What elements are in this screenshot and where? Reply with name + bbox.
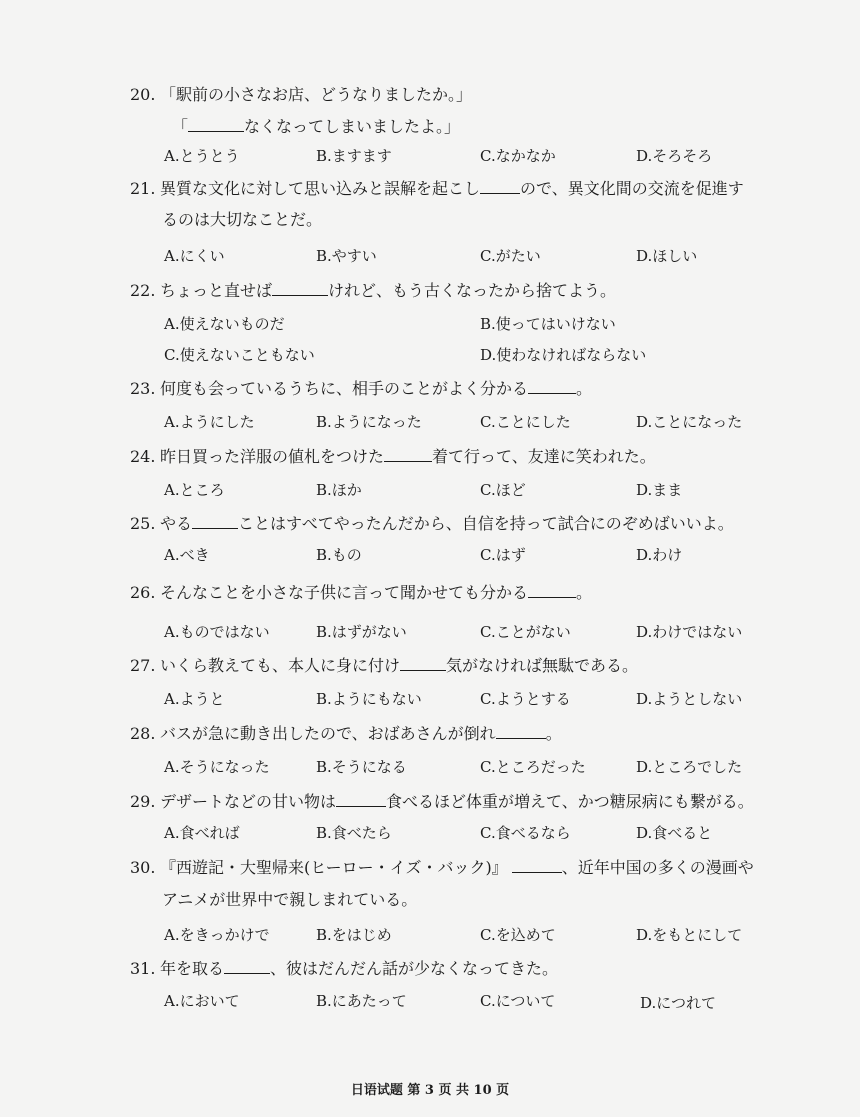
- question-number: 22.: [130, 281, 156, 300]
- option-c: C.について: [480, 992, 556, 1010]
- question-text: 異質な文化に対して思い込みと誤解を起こし: [160, 179, 481, 198]
- option-a: A.使えないものだ: [164, 315, 285, 333]
- option-d: D.につれて: [640, 994, 716, 1012]
- question-text: 着て行って、友達に笑われた。: [432, 447, 656, 466]
- question-text: 『西遊記・大聖帰来(ヒーロー・イズ・バック)』: [160, 858, 508, 877]
- option-d: D.ことになった: [636, 413, 743, 431]
- answer-blank: [224, 959, 270, 974]
- option-b: B.はずがない: [316, 623, 407, 641]
- question-28: [130, 723, 562, 745]
- option-a: A.をきっかけで: [164, 926, 270, 944]
- page-footer: 日语试题 第 3 页 共 10 页: [350, 1083, 510, 1098]
- question-27: [130, 655, 638, 677]
- answer-blank: [336, 792, 386, 807]
- option-d: D.食べると: [636, 824, 713, 842]
- option-d: D.わけではない: [636, 623, 743, 641]
- question-number: 24.: [130, 447, 156, 466]
- question-text: 年を取る: [160, 959, 225, 978]
- question-number: 29.: [130, 792, 156, 811]
- question-20-line2: [172, 116, 460, 138]
- option-a: A.ところ: [164, 481, 225, 499]
- question-text: やる: [160, 514, 193, 533]
- option-b: B.食べたら: [316, 824, 392, 842]
- option-c: C.ところだった: [480, 758, 586, 776]
- option-a: A.食べれば: [164, 824, 240, 842]
- option-a: A.べき: [164, 546, 210, 564]
- option-d: D.ところでした: [636, 758, 743, 776]
- question-number: 30.: [130, 858, 156, 877]
- question-text: なくなってしまいましたよ。」: [244, 117, 461, 136]
- question-24: [130, 446, 656, 468]
- option-a: A.とうとう: [164, 147, 240, 165]
- question-text: 、近年中国の多くの漫画や: [561, 858, 754, 877]
- question-20: [130, 84, 472, 106]
- question-text: けれど、もう古くなったから捨てよう。: [328, 281, 617, 300]
- option-b: B.ようになった: [316, 413, 422, 431]
- option-c: C.使えないこともない: [164, 346, 315, 364]
- option-d: D.をもとにして: [636, 926, 743, 944]
- option-d: D.わけ: [636, 546, 683, 564]
- answer-blank: [192, 514, 238, 529]
- option-a: A.ようにした: [164, 413, 255, 431]
- question-number: 27.: [130, 656, 156, 675]
- question-text: 何度も会っているうちに、相手のことがよく分かる: [160, 379, 529, 398]
- answer-blank: [400, 656, 446, 671]
- option-a: A.にくい: [164, 247, 225, 265]
- question-number: 21.: [130, 179, 156, 198]
- question-text: デザートなどの甘い物は: [160, 792, 337, 811]
- question-text: いくら教えても、本人に身に付け: [160, 656, 401, 675]
- option-a: A.そうになった: [164, 758, 270, 776]
- option-b: B.使ってはいけない: [480, 315, 616, 333]
- question-text: 昨日買った洋服の値札をつけた: [160, 447, 385, 466]
- question-21: [130, 178, 744, 200]
- option-c: C.ようとする: [480, 690, 571, 708]
- answer-blank: [496, 724, 546, 739]
- question-text: 。: [576, 583, 593, 602]
- option-c: C.ことがない: [480, 623, 571, 641]
- question-30-line2: アニメが世界中で親しまれている。: [162, 890, 418, 909]
- option-c: C.ほど: [480, 481, 526, 499]
- option-d: D.まま: [636, 481, 683, 499]
- question-number: 20.: [130, 85, 156, 104]
- answer-blank: [528, 583, 576, 598]
- option-b: B.やすい: [316, 247, 377, 265]
- answer-blank: [512, 858, 562, 873]
- question-text: 「駅前の小さなお店、どうなりましたか。」: [160, 85, 473, 104]
- option-b: B.もの: [316, 546, 362, 564]
- question-number: 31.: [130, 959, 156, 978]
- question-text: 食べるほど体重が増えて、かつ糖尿病にも繋がる。: [386, 792, 754, 811]
- option-b: B.にあたって: [316, 992, 407, 1010]
- question-text: 気がなければ無駄である。: [446, 656, 639, 675]
- question-number: 25.: [130, 514, 156, 533]
- option-c: C.を込めて: [480, 926, 556, 944]
- option-b: B.そうになる: [316, 758, 407, 776]
- option-c: C.はず: [480, 546, 526, 564]
- question-29: [130, 791, 754, 813]
- option-b: B.ようにもない: [316, 690, 422, 708]
- option-c: C.がたい: [480, 247, 541, 265]
- question-text: バスが急に動き出したので、おばあさんが倒れ: [160, 724, 496, 743]
- question-31: [130, 958, 558, 980]
- question-25: [130, 513, 734, 535]
- question-21-line2: るのは大切なことだ。: [162, 210, 323, 229]
- question-number: 23.: [130, 379, 156, 398]
- question-text: 、彼はだんだん話が少なくなってきた。: [270, 959, 559, 978]
- option-d: D.使わなければならない: [480, 346, 647, 364]
- option-c: C.ことにした: [480, 413, 571, 431]
- question-22: [130, 280, 616, 302]
- question-text: ので、異文化間の交流を促進す: [520, 179, 744, 198]
- question-text: 「: [172, 117, 189, 136]
- answer-blank: [272, 281, 328, 296]
- option-d: D.ようとしない: [636, 690, 743, 708]
- answer-blank: [480, 179, 520, 194]
- question-text: ことはすべてやったんだから、自信を持って試合にのぞめばいいよ。: [238, 514, 734, 533]
- option-a: A.ようと: [164, 690, 225, 708]
- option-d: D.そろそろ: [636, 147, 713, 165]
- question-text: 。: [545, 724, 562, 743]
- question-text: そんなことを小さな子供に言って聞かせても分かる: [160, 583, 529, 602]
- question-23: [130, 378, 592, 400]
- answer-blank: [384, 447, 432, 462]
- option-d: D.ほしい: [636, 247, 698, 265]
- question-number: 26.: [130, 583, 156, 602]
- option-b: B.ますます: [316, 147, 392, 165]
- option-b: B.をはじめ: [316, 926, 392, 944]
- question-text: ちょっと直せば: [160, 281, 273, 300]
- answer-blank: [188, 117, 244, 132]
- question-26: [130, 582, 592, 604]
- option-b: B.ほか: [316, 481, 362, 499]
- option-c: C.なかなか: [480, 147, 556, 165]
- option-a: A.ものではない: [164, 623, 270, 641]
- option-c: C.食べるなら: [480, 824, 571, 842]
- question-30: [130, 857, 754, 879]
- answer-blank: [528, 379, 576, 394]
- question-text: 。: [576, 379, 593, 398]
- option-a: A.において: [164, 992, 240, 1010]
- question-number: 28.: [130, 724, 156, 743]
